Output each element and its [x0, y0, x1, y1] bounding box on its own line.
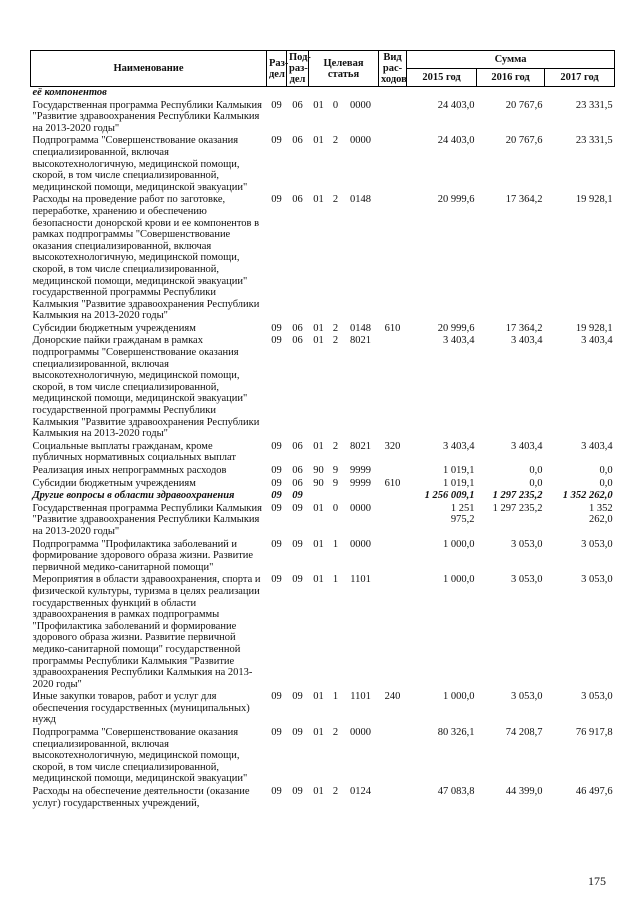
row-razdel: 09	[271, 335, 282, 347]
row-sum-2015: 1 251 975,2	[450, 502, 475, 526]
row-sum-2016: 3 053,0	[511, 691, 543, 703]
row-vid	[379, 194, 407, 323]
row-sum-2016: 3 053,0	[511, 574, 543, 586]
row-target-code: 0124	[350, 786, 372, 798]
row-sum-2015	[407, 87, 477, 100]
table-row	[31, 503, 615, 539]
row-target-program: 01	[313, 135, 324, 147]
row-sum-2015: 47 083,8	[437, 786, 475, 798]
row-target-subprogram: 0	[332, 502, 339, 514]
table-row	[31, 539, 615, 575]
row-sum-2016	[477, 87, 545, 100]
row-vid: 610	[384, 322, 401, 334]
row-name: её компонентов	[32, 87, 107, 98]
row-sum-2017: 1 352 262,0	[562, 490, 613, 502]
row-target-subprogram: 2	[332, 322, 339, 334]
row-target-code: 0000	[350, 135, 372, 147]
row-sum-2015: 3 403,4	[443, 440, 475, 452]
row-target-subprogram: 0	[332, 99, 339, 111]
row-razdel: 09	[271, 322, 282, 334]
row-target-program: 01	[313, 322, 324, 334]
row-target-code: 0148	[350, 322, 372, 334]
row-target-program: 01	[313, 502, 324, 514]
col-header-sum: Сумма	[407, 51, 615, 69]
col-header-vid: Вид рас- ходов	[379, 51, 407, 87]
row-podrazdel	[287, 87, 309, 100]
row-target-code: 0000	[350, 538, 372, 550]
row-name: Мероприятия в области здравоохранения, спорта и физической культуры, туризма в целях реализации государственных функций в области здравоохранения в рамках подпрограммы "Профилактика заболеваний и формирование здорового образа жизни. Развитие первичной медико-санитарной помощи" государственной программы Республики Калмыкия "Развитие здравоохранения Республики Калмыкия на 2013-2020 годы"	[32, 574, 261, 690]
row-sum-2015: 3 403,4	[443, 335, 475, 347]
row-vid	[379, 503, 407, 539]
row-target-subprogram: 9	[332, 465, 339, 476]
row-vid: 610	[384, 477, 401, 489]
col-header-2016: 2016 год	[477, 69, 545, 87]
row-sum-2016: 74 208,7	[505, 727, 543, 739]
row-target-subprogram: 2	[332, 135, 339, 147]
row-sum-2015: 20 999,6	[437, 194, 475, 206]
row-target-subprogram: 1	[332, 538, 339, 550]
row-target-program	[309, 87, 329, 100]
row-target-subprogram	[329, 490, 343, 503]
row-podrazdel: 09	[292, 538, 303, 550]
row-target-subprogram: 9	[332, 477, 339, 489]
row-target-code	[343, 87, 379, 100]
row-name: Социальные выплаты гражданам, кроме публичных нормативных социальных выплат	[32, 440, 236, 464]
row-sum-2015: 1 256 009,1	[424, 490, 475, 502]
row-target-program: 01	[313, 538, 324, 550]
row-podrazdel: 09	[292, 490, 303, 502]
row-sum-2016: 20 767,6	[505, 99, 543, 111]
row-razdel: 09	[271, 490, 282, 502]
row-target-subprogram: 1	[332, 691, 339, 703]
row-target-program: 90	[313, 477, 324, 489]
row-vid	[379, 100, 407, 136]
table-row	[31, 323, 615, 336]
row-podrazdel: 06	[292, 135, 303, 147]
row-sum-2016: 0,0	[529, 477, 543, 489]
table-row	[31, 335, 615, 440]
row-sum-2016: 3 053,0	[511, 538, 543, 550]
row-target-program	[309, 490, 329, 503]
row-vid	[379, 786, 407, 810]
row-podrazdel: 06	[292, 440, 303, 452]
row-target-program: 01	[313, 574, 324, 586]
row-name: Расходы на проведение работ по заготовке, переработке, хранению и обеспечению безопасности донорской крови и ее компонентов в рамках подпрограммы "Совершенствование оказания специализированной, включая высокотехнологичную, медицинской помощи, скорой, в том числе специализированной, медицинской помощи, медицинской эвакуации" государственной программы Республики Калмыкия "Развитие здравоохранения Республики Калмыкия на 2013-2020 годы"	[32, 194, 260, 322]
row-name: Иные закупки товаров, работ и услуг для обеспечения государственных (муниципальных) нужд	[32, 691, 250, 726]
col-header-2017: 2017 год	[545, 69, 615, 87]
row-target-program: 01	[313, 727, 324, 739]
row-razdel: 09	[271, 538, 282, 550]
budget-table	[30, 50, 615, 810]
row-podrazdel: 06	[292, 322, 303, 334]
row-sum-2016: 3 403,4	[511, 335, 543, 347]
row-target-program: 01	[313, 691, 324, 703]
row-name: Государственная программа Республики Калмыкия "Развитие здравоохранения Республики Калмыкия на 2013-2020 годы"	[32, 502, 262, 537]
row-podrazdel: 06	[292, 335, 303, 347]
table-row	[31, 194, 615, 323]
row-name: Реализация иных непрограммных расходов	[32, 465, 227, 476]
row-podrazdel: 06	[292, 194, 303, 206]
row-sum-2016: 44 399,0	[505, 786, 543, 798]
row-sum-2015: 1 019,1	[443, 477, 475, 489]
page-number: 175	[588, 874, 606, 888]
row-vid	[379, 135, 407, 194]
row-sum-2016: 20 767,6	[505, 135, 543, 147]
row-razdel: 09	[271, 727, 282, 739]
row-target-subprogram: 2	[332, 786, 339, 798]
row-name: Субсидии бюджетным учреждениям	[32, 322, 196, 334]
row-sum-2017: 46 497,6	[575, 786, 613, 798]
row-razdel: 09	[271, 574, 282, 586]
table-row	[31, 100, 615, 136]
row-podrazdel: 09	[292, 786, 303, 798]
row-sum-2015: 1 000,0	[443, 691, 475, 703]
col-header-podrazdel: Под- раз- дел	[287, 51, 309, 87]
table-row	[31, 465, 615, 478]
row-sum-2017: 3 403,4	[581, 335, 613, 347]
row-sum-2015: 20 999,6	[437, 322, 475, 334]
row-vid: 320	[384, 440, 401, 452]
row-sum-2015: 1 000,0	[443, 574, 475, 586]
row-razdel	[267, 87, 287, 100]
row-podrazdel: 06	[292, 477, 303, 489]
table-body	[31, 87, 615, 811]
row-vid	[379, 335, 407, 440]
table-row	[31, 490, 615, 503]
row-target-program: 01	[313, 194, 324, 206]
row-sum-2016: 1 297 235,2	[492, 490, 543, 502]
table-row	[31, 691, 615, 727]
row-name: Другие вопросы в области здравоохранения	[32, 490, 235, 502]
row-podrazdel: 09	[292, 574, 303, 586]
row-sum-2016: 17 364,2	[505, 194, 543, 206]
row-target-program: 01	[313, 99, 324, 111]
row-sum-2017: 23 331,5	[575, 135, 613, 147]
row-target-code: 0000	[350, 727, 372, 739]
row-razdel: 09	[271, 502, 282, 514]
table-row	[31, 441, 615, 465]
row-podrazdel: 09	[292, 727, 303, 739]
row-target-code: 8021	[350, 440, 372, 452]
table-row	[31, 478, 615, 491]
row-podrazdel: 09	[292, 691, 303, 703]
row-target-code: 9999	[350, 477, 372, 489]
row-sum-2017: 1 352 262,0	[588, 502, 613, 526]
row-target-code: 9999	[350, 465, 372, 476]
row-vid	[379, 465, 407, 478]
row-name: Донорские пайки гражданам в рамках подпрограммы "Совершенствование оказания специализированной, включая высокотехнологичную, медицинской помощи, скорой, в том числе специализированной, медицинской помощи, медицинской эвакуации" государственной программы Республики Калмыкия "Развитие здравоохранения Республики Калмыкия на 2013-2020 годы"	[32, 335, 260, 440]
row-sum-2017: 19 928,1	[575, 194, 613, 206]
col-header-razdel: Раз- дел	[267, 51, 287, 87]
row-target-subprogram: 1	[332, 574, 339, 586]
row-sum-2015: 80 326,1	[437, 727, 475, 739]
row-vid	[379, 490, 407, 503]
table-row	[31, 574, 615, 691]
row-target-code: 1101	[350, 691, 371, 703]
row-target-program: 01	[313, 440, 324, 452]
row-sum-2015: 1 000,0	[443, 538, 475, 550]
row-sum-2017: 3 053,0	[581, 574, 613, 586]
row-target-code: 0000	[350, 99, 372, 111]
row-sum-2017	[545, 87, 615, 100]
row-sum-2017: 19 928,1	[575, 322, 613, 334]
row-razdel: 09	[271, 465, 282, 476]
row-name: Государственная программа Республики Калмыкия "Развитие здравоохранения Республики Калмыкия на 2013-2020 годы"	[32, 99, 262, 134]
row-target-subprogram: 2	[332, 440, 339, 452]
row-vid: 240	[384, 691, 401, 703]
table-row	[31, 786, 615, 810]
row-name: Расходы на обеспечение деятельности (оказание услуг) государственных учреждений,	[32, 786, 250, 809]
row-sum-2017: 0,0	[599, 465, 613, 476]
row-sum-2017: 3 403,4	[581, 440, 613, 452]
row-name: Подпрограмма "Профилактика заболеваний и формирование здорового образа жизни. Развитие первичной медико-санитарной помощи"	[32, 538, 254, 573]
table-row	[31, 727, 615, 786]
table-row	[31, 135, 615, 194]
row-podrazdel: 06	[292, 465, 303, 476]
row-razdel: 09	[271, 477, 282, 489]
row-podrazdel: 06	[292, 99, 303, 111]
col-header-target: Целевая статья	[309, 51, 379, 87]
row-razdel: 09	[271, 194, 282, 206]
row-target-code: 1101	[350, 574, 371, 586]
row-sum-2017: 3 053,0	[581, 538, 613, 550]
row-razdel: 09	[271, 99, 282, 111]
row-razdel: 09	[271, 440, 282, 452]
row-target-program: 01	[313, 335, 324, 347]
row-target-code: 0000	[350, 502, 372, 514]
row-vid	[379, 539, 407, 575]
row-sum-2017: 3 053,0	[581, 691, 613, 703]
row-target-program: 90	[313, 465, 324, 476]
row-sum-2017: 23 331,5	[575, 99, 613, 111]
row-name: Подпрограмма "Совершенствование оказания специализированной, включая высокотехнологичную, медицинской помощи, скорой, в том числе специализированной, медицинской помощи, медицинской эвакуации"	[32, 135, 248, 193]
row-sum-2016: 17 364,2	[505, 322, 543, 334]
row-sum-2015: 24 403,0	[437, 135, 475, 147]
row-razdel: 09	[271, 691, 282, 703]
row-target-subprogram: 2	[332, 335, 339, 347]
row-target-subprogram: 2	[332, 727, 339, 739]
row-podrazdel: 09	[292, 502, 303, 514]
row-sum-2017: 0,0	[599, 477, 613, 489]
row-target-code: 0148	[350, 194, 372, 206]
row-vid	[379, 87, 407, 100]
row-sum-2016: 1 297 235,2	[492, 502, 543, 514]
row-sum-2015: 24 403,0	[437, 99, 475, 111]
row-razdel: 09	[271, 786, 282, 798]
col-header-name: Наименование	[31, 51, 267, 87]
row-name: Субсидии бюджетным учреждениям	[32, 477, 196, 489]
row-razdel: 09	[271, 135, 282, 147]
row-target-code	[343, 490, 379, 503]
row-sum-2016: 0,0	[529, 465, 543, 476]
row-vid	[379, 727, 407, 786]
row-name: Подпрограмма "Совершенствование оказания специализированной, включая высокотехнологичную, медицинской помощи, скорой, в том числе специализированной, медицинской помощи, медицинской эвакуации"	[32, 727, 248, 785]
row-target-subprogram	[329, 87, 343, 100]
row-vid	[379, 574, 407, 691]
row-target-code: 8021	[350, 335, 372, 347]
table-row	[31, 87, 615, 100]
col-header-2015: 2015 год	[407, 69, 477, 87]
row-sum-2015: 1 019,1	[443, 465, 475, 476]
row-target-program: 01	[313, 786, 324, 798]
row-sum-2017: 76 917,8	[575, 727, 613, 739]
row-target-subprogram: 2	[332, 194, 339, 206]
row-sum-2016: 3 403,4	[511, 440, 543, 452]
